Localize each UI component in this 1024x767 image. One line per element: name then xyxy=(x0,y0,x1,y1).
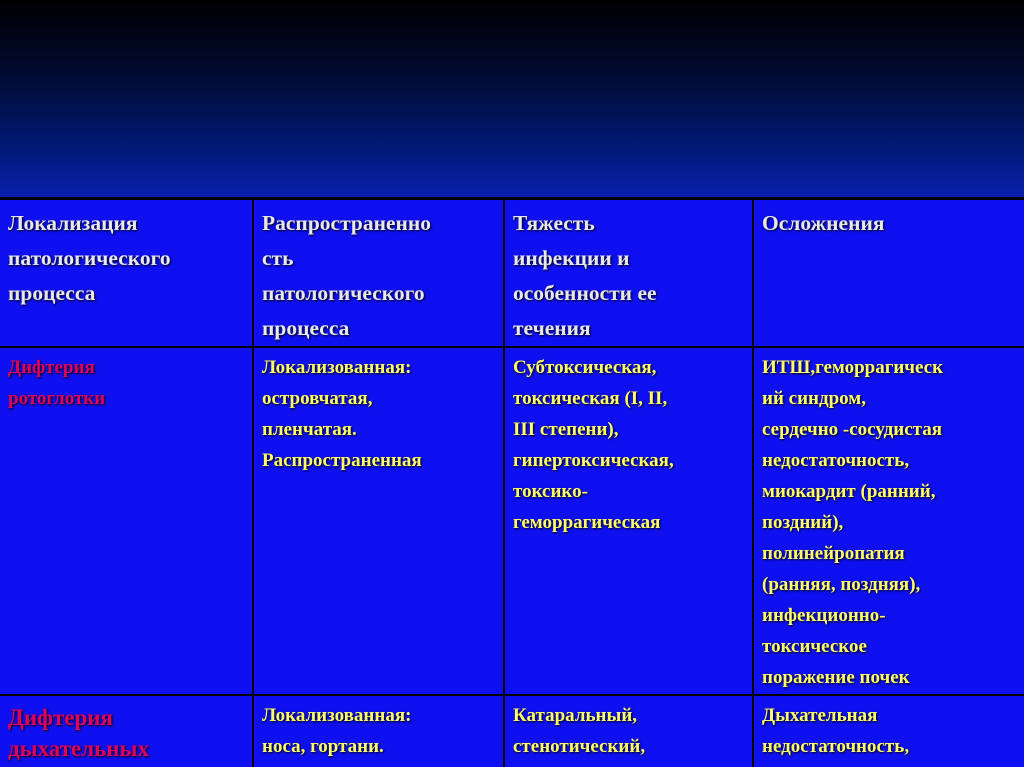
header-localization-text: Локализация патологического процесса xyxy=(8,211,171,305)
diphtheria-classification-table xyxy=(0,197,1024,767)
row1-localization-cell xyxy=(0,347,253,695)
row2-localization-text: Дифтерия дыхательных xyxy=(8,705,149,761)
table-header-row xyxy=(0,199,1024,348)
row2-severity-cell xyxy=(504,695,753,767)
row1-extent-text: Локализованная: островчатая, пленчатая. Распространенная xyxy=(262,357,422,471)
row1-severity-cell xyxy=(504,347,753,695)
row1-localization-text: Дифтерия ротоглотки xyxy=(8,357,106,409)
header-cell-severity xyxy=(504,199,753,348)
header-extent-text: Распространенно сть патологического процесса xyxy=(262,211,432,340)
row1-complications-text: ИТШ,геморрагическ ий синдром, сердечно -сосудистая недостаточность, миокардит (ранний, поздний), полинейропатия (ранняя, поздняя), инфекционно- токсическое поражение почек xyxy=(762,357,944,688)
row2-localization-cell xyxy=(0,695,253,767)
row1-complications-cell xyxy=(753,347,1024,695)
header-cell-extent xyxy=(253,199,504,348)
row1-extent-cell xyxy=(253,347,504,695)
row2-extent-cell xyxy=(253,695,504,767)
row2-extent-text: Локализованная: носа, гортани. xyxy=(262,705,412,757)
table-row xyxy=(0,347,1024,695)
header-cell-complications xyxy=(753,199,1024,348)
row2-severity-text: Катаральный, стенотический, xyxy=(513,705,646,757)
header-complications-text: Осложнения xyxy=(762,211,885,235)
row2-complications-text: Дыхательная недостаточность, xyxy=(762,705,910,757)
table-row xyxy=(0,695,1024,767)
row2-complications-cell xyxy=(753,695,1024,767)
row1-severity-text: Субтоксическая, токсическая (I, II, III степени), гипертоксическая, токсико- геморрагическая xyxy=(513,357,674,533)
header-severity-text: Тяжесть инфекции и особенности ее течения xyxy=(513,211,657,340)
header-cell-localization xyxy=(0,199,253,348)
